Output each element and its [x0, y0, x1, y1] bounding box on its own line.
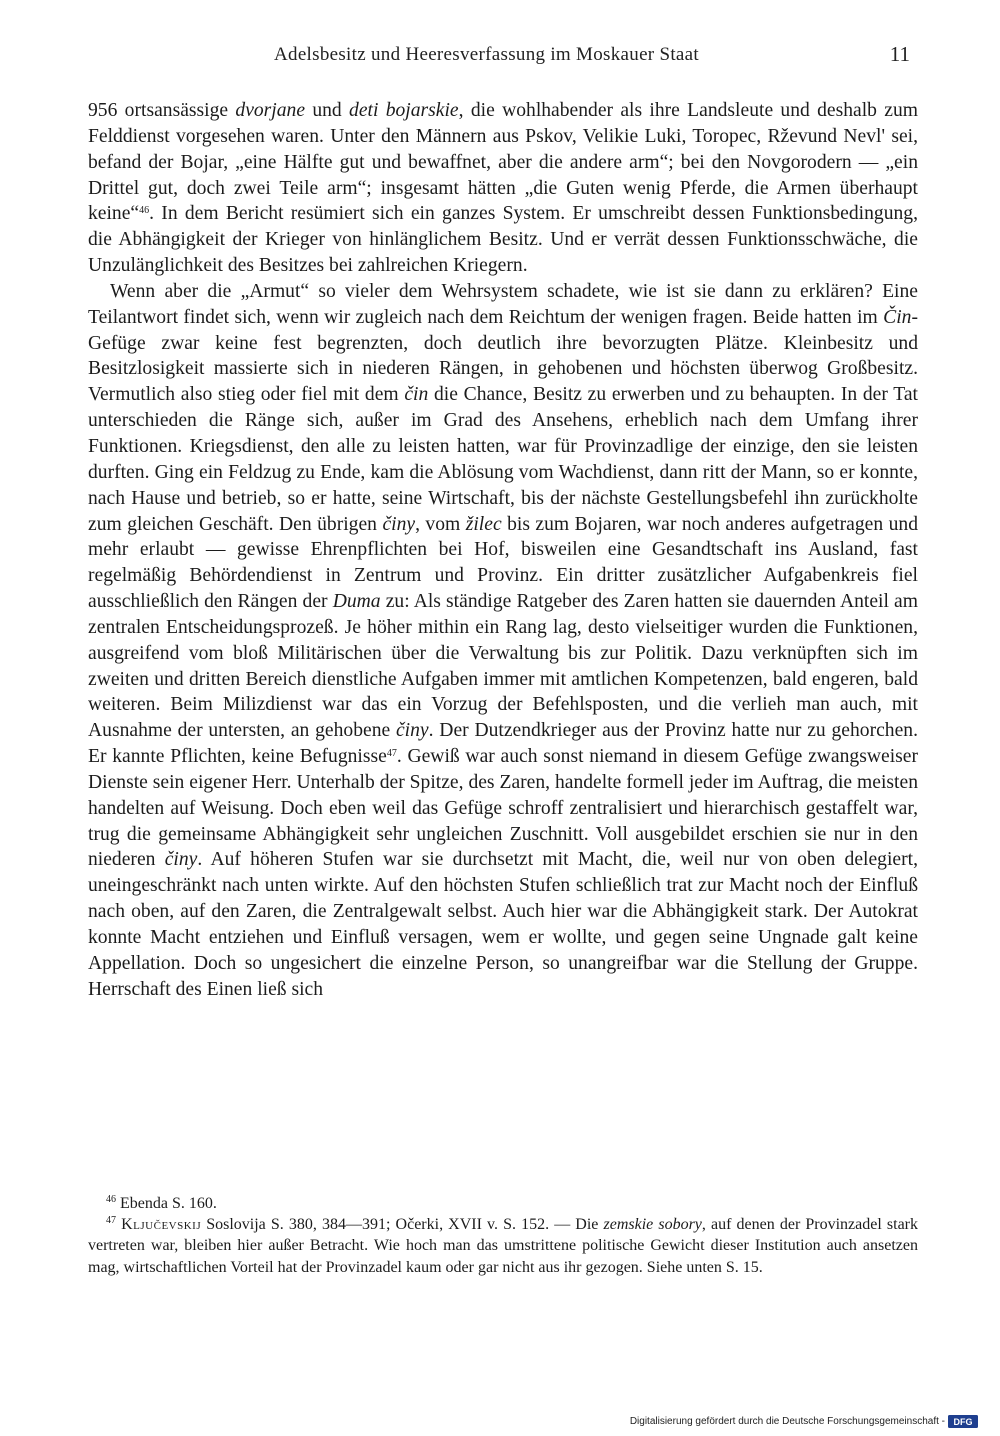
footnote-46 [88, 1193, 918, 1214]
italic-term: činy [382, 513, 416, 535]
text-run: Wenn aber die „Armut“ so vieler dem Wehrsystem schadete, wie ist sie dann zu erklären? Eine Teilantwort findet sich, wenn wir zugleich nach dem Reichtum der wenigen fragen. Beide hatten im [88, 280, 918, 328]
text-run: bis zum Bojaren, war noch anderes aufgetragen und mehr erlaubt — gewisse Ehrenpflichten bei Hof, bisweilen eine Gesandtschaft ins Ausland, fast regelmäßig Behördendienst in Zentrum und Provinz. Ein dritter zusätzlicher Aufgabenkreis fiel ausschließlich den Rängen der [88, 513, 918, 613]
paragraph-1 [88, 98, 918, 279]
page-number: 11 [889, 42, 910, 66]
footnote-number: 46 [106, 1194, 116, 1205]
text-run: , die wohlhabender als ihre Landsleute und deshalb zum Felddienst vorgesehen waren. Unter den Männern aus Pskov, Velikie Luki, Toropec, Rževund Nevl' sei, befand der Bojar, „eine Hälfte gut und bewaffnet, aber die andere arm“; bei den Novgorodern — „ein Drittel gut, doch zwei Teile arm“; insgesamt hätten „die Guten wenig Pferde, die Armen überhaupt keine“ [88, 100, 919, 225]
text-run: . In dem Bericht resümiert sich ein ganzes System. Er umschreibt dessen Funktionsbedingung, die Abhängigkeit der Krieger von hinlänglichem Besitz. Und er verrät dessen Funktionsschwäche, die Unzulänglichkeit des Besitzes bei zahlreichen Kriegern. [88, 203, 918, 277]
footnote-ref-46: 46 [139, 205, 150, 217]
footnote-ref-47: 47 [386, 748, 397, 760]
text-run: 956 ortsansässige [88, 100, 236, 121]
running-title: Adelsbesitz und Heeresverfassung im Moskauer Staat [274, 44, 699, 65]
italic-term: dvorjane [235, 100, 306, 121]
footnote-text: , auf denen der Provinzadel stark vertreten war, bleiben hier außer Betracht. Wie hoch man das umstrittene politische Gewicht dieser Institution auch ansetzen mag, wirtschaftlichen Vorteil hat der Provinzadel kaum oder gar nicht aus ihr gezogen. Siehe unten S. 15. [88, 1216, 919, 1276]
italic-term: činy [164, 849, 198, 871]
page [88, 0, 918, 1436]
text-run: , vom [415, 513, 466, 535]
footnote-47 [88, 1214, 918, 1278]
dfg-logo-icon [948, 1415, 978, 1428]
text-run: . Der Dutzendkrieger aus der Provinz hatte nur zu gehorchen. Er kannte Pflichten, keine Befugnisse [88, 720, 918, 768]
text-run: die Chance, Besitz zu erwerben und zu behaupten. In der Tat unterschieden die Ränge sich, außer im Grad des Ansehens, erheblich nach dem Umfang ihrer Funktionen. Kriegsdienst, den alle zu leisten hatten, war für Provinzadlige der einzige, den sie leisten durften. Ging ein Feldzug zu Ende, kam die Ablösung vom Wachdienst, dann ritt der Mann, so er konnte, nach Hause und betrieb, so er hatte, seine Wirtschaft, bis der nächste Gestellungsbefehl ihn zurückholte zum gleichen Geschäft. Den übrigen [88, 384, 918, 535]
text-run: . Gewiß war auch sonst niemand in diesem Gefüge zwangsweiser Dienste sein eigener Herr. Unterhalb der Spitze, des Zaren, handelte formell jeder im Auftrag, die meisten handelten auf Weisung. Doch eben weil das Gefüge schroff zentralisiert und hierarchisch gestaffelt war, trug die gemeinsame Abhängigkeit sehr ungleichen Zuschnitt. Voll ausgebildet erschien sie nur in den niederen [88, 746, 918, 871]
paragraph-2 [88, 279, 918, 1003]
text-run: -Gefüge zwar keine fest begrenzten, doch deutlich ihre bevorzugten Plätze. Kleinbesitz und Besitzlosigkeit massierte sich in niederen Rängen, in gehobenen und höchsten überwog Großbesitz. Vermutlich also stieg oder fiel mit dem [88, 306, 918, 406]
italic-term: Čin [883, 306, 912, 328]
digitization-credit [630, 1415, 978, 1428]
italic-term: čin [404, 384, 429, 406]
footnote-text: Ebenda S. 160. [116, 1195, 217, 1212]
body-text [88, 98, 918, 1003]
footnotes [88, 1193, 918, 1278]
dfg-logo-text: DFG [953, 1417, 973, 1427]
text-run: zu: Als ständige Ratgeber des Zaren hatten sie dauernden Anteil am zentralen Entscheidungsprozeß. Je höher mithin ein Rang lag, desto vielseitiger wurden die Funktionen, ausgreifend vom bloß Militärischen über die Verwaltung bis zur Politik. Dazu verknüpften sich im zweiten und dritten Bereich dienstliche Aufgaben immer mit amtlichen Kompetenzen, bald engeren, bald weiteren. Beim Milizdienst war das ein Vorzug der Befehlsposten, und die verlieh man auch, mit Ausnahme der untersten, an gehobene [88, 591, 918, 742]
italic-term: Duma [332, 591, 381, 613]
italic-term: deti bojarskie [349, 100, 459, 121]
footnote-author: Ključevskij [121, 1216, 202, 1234]
italic-term: zemskie sobory [603, 1216, 702, 1234]
footnote-text: Soslovija S. 380, 384—391; Očerki, XVII v. S. 152. — Die [201, 1216, 604, 1234]
running-head [88, 44, 918, 74]
text-run: und [305, 100, 350, 121]
text-run: . Auf höheren Stufen war sie durchsetzt mit Macht, die, weil nur von oben delegiert, uneingeschränkt nach unten wirkte. Auf den höchsten Stufen schließlich trat zur Macht noch der Einfluß nach oben, auf den Zaren, die Zentralgewalt selbst. Auch hier war die Abhängigkeit stark. Der Autokrat konnte Macht entziehen und Einfluß versagen, wem er wollte, und gegen seine Ungnade galt keine Appellation. Doch so ungesichert die einzelne Person, so unangreifbar war die Stellung der Gruppe. Herrschaft des Einen ließ sich [88, 849, 918, 1000]
credit-text: Digitalisierung gefördert durch die Deutsche Forschungsgemeinschaft - [629, 1416, 945, 1427]
italic-term: žilec [465, 513, 502, 535]
footnote-number: 47 [106, 1215, 116, 1227]
italic-term: činy [395, 720, 429, 742]
